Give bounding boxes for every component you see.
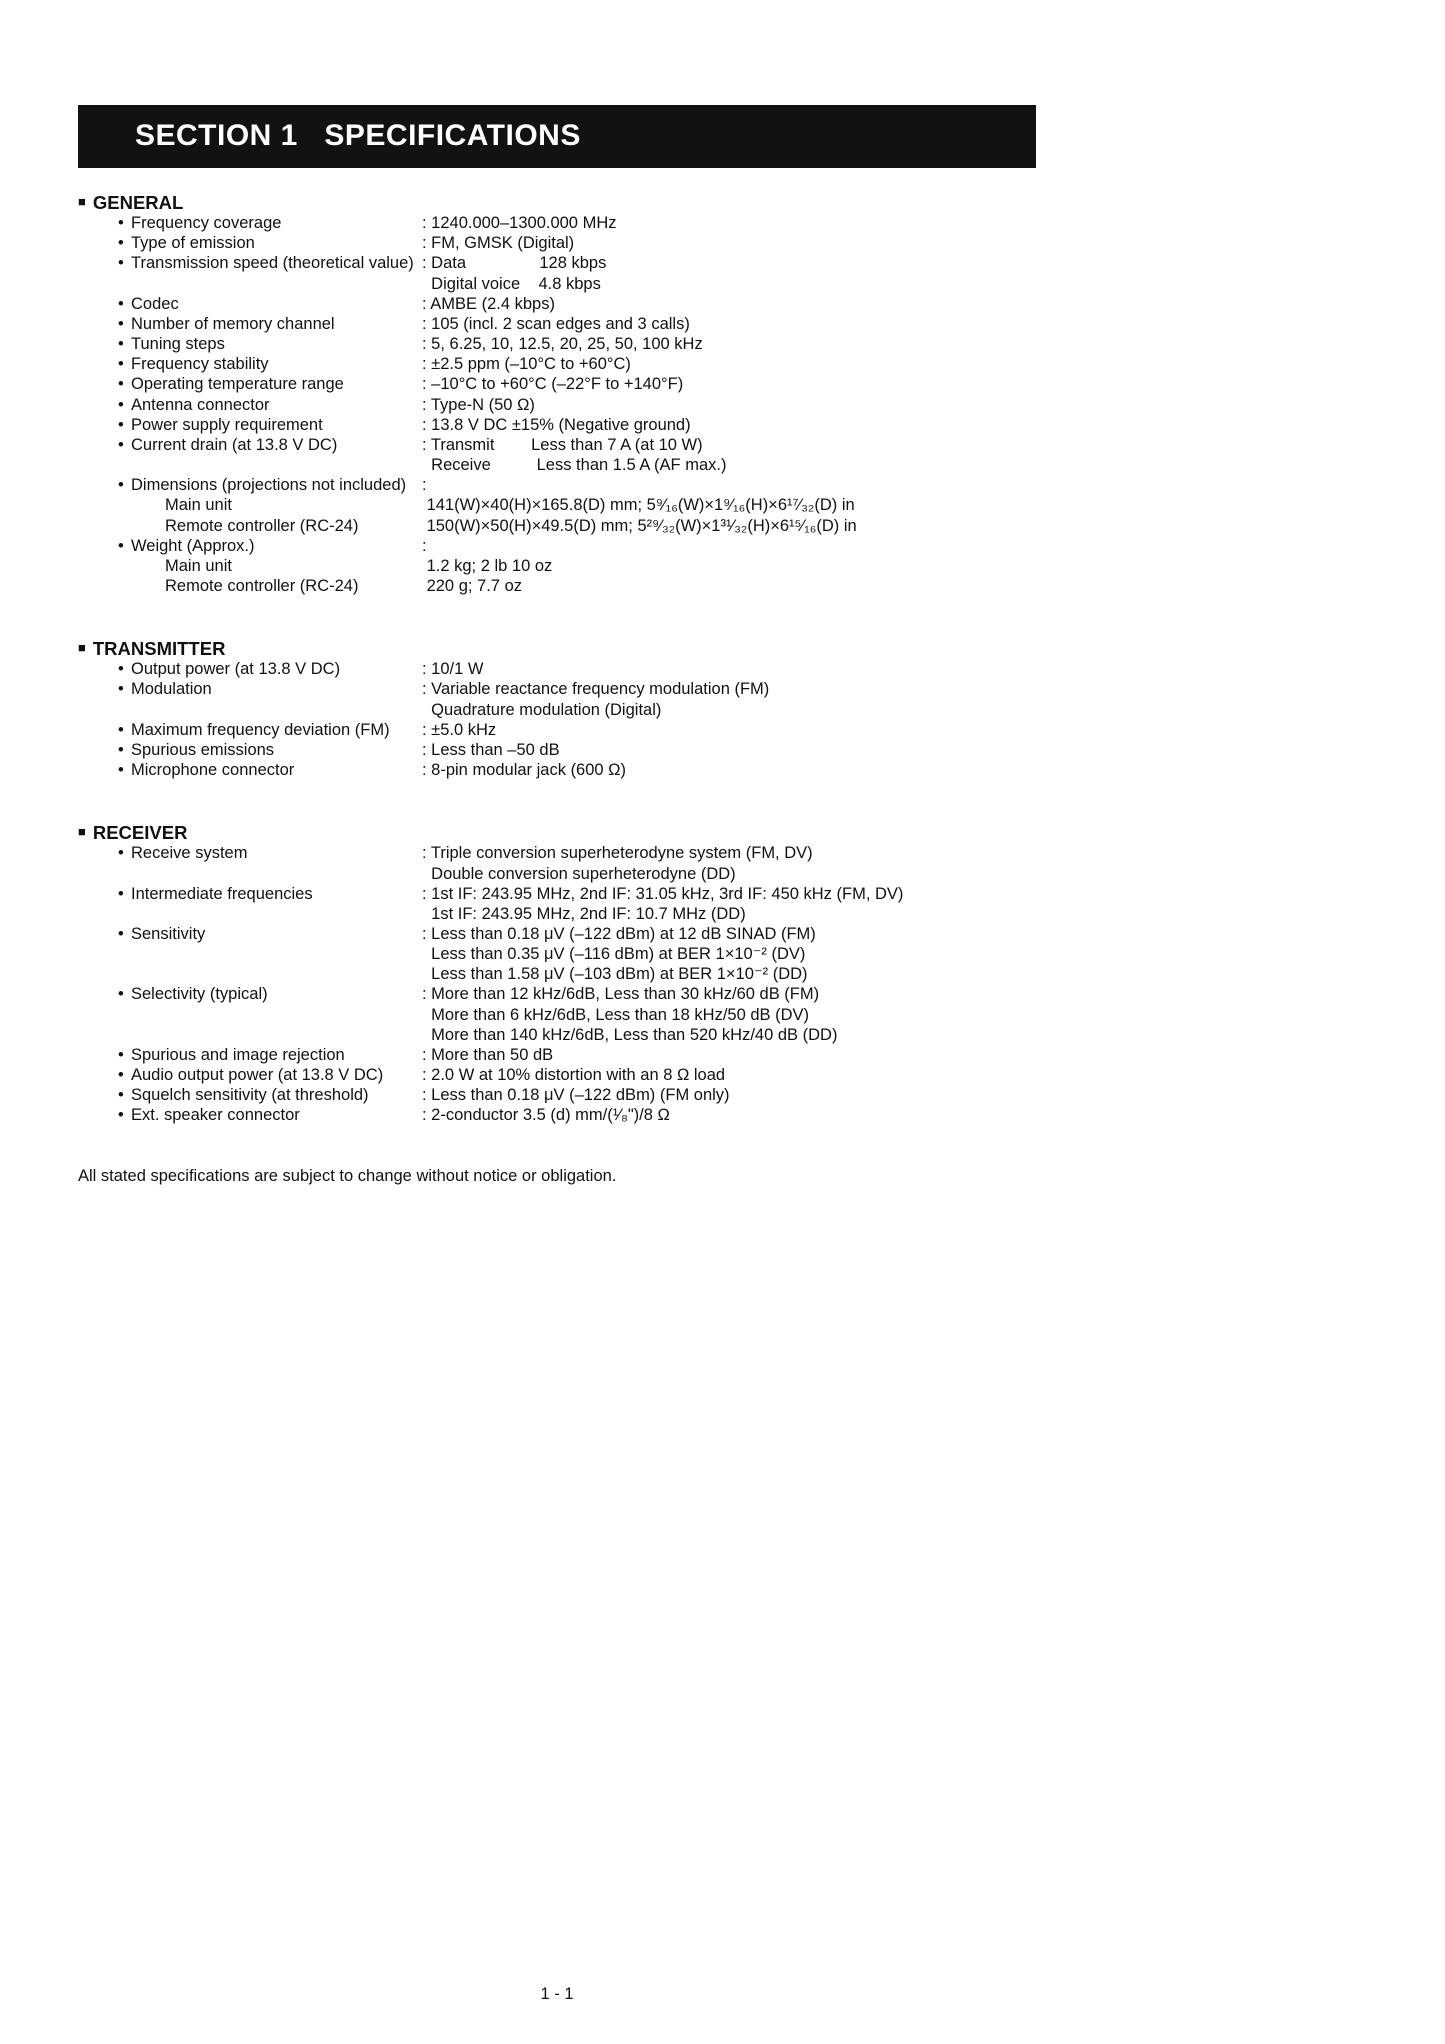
spec-value-line: : AMBE (2.4 kbps) <box>422 294 555 313</box>
spec-row <box>78 1045 1036 1065</box>
spec-sublabel: Main unit <box>165 556 232 575</box>
spec-value-line: : 105 (incl. 2 scan edges and 3 calls) <box>422 314 690 333</box>
section-marker-icon: ■ <box>78 194 86 209</box>
spec-row <box>78 760 1036 780</box>
spec-row <box>78 536 1036 556</box>
spec-row <box>78 720 1036 740</box>
bullet-icon: • <box>118 234 124 253</box>
spec-row <box>78 740 1036 760</box>
spec-subrow <box>78 495 1036 515</box>
spec-label: Frequency coverage <box>131 214 282 233</box>
spec-value-line: : More than 12 kHz/6dB, Less than 30 kHz/60 dB (FM) <box>422 985 820 1004</box>
bullet-icon: • <box>118 925 124 943</box>
spec-value-line: : ±5.0 kHz <box>422 720 497 739</box>
spec-label: Output power (at 13.8 V DC) <box>131 660 341 679</box>
spec-value <box>422 374 1036 394</box>
spec-value <box>422 1105 1036 1125</box>
spec-row <box>78 415 1036 435</box>
spec-value-line: : FM, GMSK (Digital) <box>422 234 575 253</box>
spec-value <box>422 740 1036 760</box>
section-heading <box>78 823 1036 843</box>
bullet-icon: • <box>118 1106 124 1125</box>
spec-value-line: : ±2.5 ppm (–10°C to +60°C) <box>422 355 631 374</box>
footnote: All stated specifications are subject to change without notice or obligation. <box>78 1166 617 1185</box>
sections-container <box>78 193 1036 1126</box>
bullet-icon: • <box>118 1066 124 1085</box>
spec-value-line: : Variable reactance frequency modulation (FM) <box>422 680 770 699</box>
spec-label: Number of memory channel <box>131 314 335 333</box>
spec-value <box>422 253 1036 293</box>
spec-value <box>422 213 1036 233</box>
section-heading-label: RECEIVER <box>92 822 188 844</box>
spec-value <box>422 760 1036 780</box>
spec-value-line: : <box>422 536 427 555</box>
spec-value <box>422 395 1036 415</box>
spec-label: Spurious and image rejection <box>131 1045 345 1064</box>
section-receiver <box>78 823 1036 1125</box>
spec-sublabel: Remote controller (RC-24) <box>165 516 359 535</box>
spec-value-line: : 10/1 W <box>422 660 484 679</box>
section-header-bar <box>78 105 1036 168</box>
spec-label: Modulation <box>131 680 212 699</box>
spec-value-line: Double conversion superheterodyne (DD) <box>422 864 736 883</box>
bullet-icon: • <box>118 395 124 414</box>
spec-value <box>422 1045 1036 1065</box>
spec-value <box>422 843 1036 883</box>
spec-value-line: : Data 128 kbps <box>422 254 607 273</box>
bullet-icon: • <box>118 536 124 555</box>
bullet-icon: • <box>118 761 124 780</box>
spec-label: Weight (Approx.) <box>131 536 255 555</box>
spec-label: Operating temperature range <box>131 375 344 394</box>
bullet-icon: • <box>118 1045 124 1064</box>
spec-value <box>422 720 1036 740</box>
spec-row <box>78 1065 1036 1085</box>
spec-label: Transmission speed (theoretical value) <box>131 254 414 273</box>
spec-subvalue: 141(W)×40(H)×165.8(D) mm; 5⁹⁄₁₆(W)×1⁹⁄₁₆(H)×6¹⁷⁄₃₂(D) in <box>422 496 855 515</box>
spec-row <box>78 984 1036 1044</box>
spec-value-line: : 8-pin modular jack (600 Ω) <box>422 761 627 780</box>
spec-value <box>422 536 1036 556</box>
spec-label: Microphone connector <box>131 761 295 780</box>
spec-label: Maximum frequency deviation (FM) <box>131 720 390 739</box>
spec-row <box>78 354 1036 374</box>
bullet-icon: • <box>118 314 124 333</box>
spec-value-line: Digital voice 4.8 kbps <box>422 274 601 293</box>
spec-row <box>78 253 1036 293</box>
spec-value-line: More than 6 kHz/6dB, Less than 18 kHz/50 dB (DV) <box>422 1005 810 1024</box>
spec-label: Antenna connector <box>131 395 270 414</box>
spec-row <box>78 659 1036 679</box>
spec-label: Power supply requirement <box>131 415 323 434</box>
section-marker-icon: ■ <box>78 640 86 656</box>
bullet-icon: • <box>118 294 124 313</box>
bullet-icon: • <box>118 435 124 454</box>
spec-row <box>78 314 1036 334</box>
spec-value-line: : Less than 0.18 μV (–122 dBm) at 12 dB SINAD (FM) <box>422 925 816 943</box>
spec-value-line: 1st IF: 243.95 MHz, 2nd IF: 10.7 MHz (DD) <box>422 904 746 923</box>
bullet-icon: • <box>118 844 124 863</box>
spec-value <box>422 354 1036 374</box>
spec-label: Dimensions (projections not included) <box>131 476 407 495</box>
spec-value-line: Receive Less than 1.5 A (AF max.) <box>422 456 727 475</box>
spec-value <box>422 1085 1036 1105</box>
bullet-icon: • <box>118 335 124 354</box>
spec-label: Spurious emissions <box>131 740 275 759</box>
spec-content <box>78 193 1036 1186</box>
spec-label: Receive system <box>131 844 248 863</box>
bullet-icon: • <box>118 680 124 699</box>
spec-row <box>78 884 1036 924</box>
spec-value-line: Quadrature modulation (Digital) <box>422 700 662 719</box>
spec-value-line: : Transmit Less than 7 A (at 10 W) <box>422 435 703 454</box>
bullet-icon: • <box>118 720 124 739</box>
bullet-icon: • <box>118 375 124 394</box>
spec-value-line: Less than 1.58 μV (–103 dBm) at BER 1×10⁻² (DD) <box>422 965 808 984</box>
spec-value-line: : –10°C to +60°C (–22°F to +140°F) <box>422 375 684 394</box>
bullet-icon: • <box>118 355 124 374</box>
spec-value <box>422 659 1036 679</box>
spec-subvalue: 220 g; 7.7 oz <box>422 576 522 595</box>
section-heading-label: TRANSMITTER <box>92 638 226 660</box>
page-number: 1 - 1 <box>540 1985 574 2003</box>
spec-label: Tuning steps <box>131 335 225 354</box>
section-heading-label: GENERAL <box>92 192 184 213</box>
spec-value <box>422 294 1036 314</box>
spec-row <box>78 1105 1036 1125</box>
spec-value-line: : 2-conductor 3.5 (d) mm/(¹⁄₈")/8 Ω <box>422 1106 670 1125</box>
spec-value <box>422 415 1036 435</box>
section-marker-icon: ■ <box>78 824 86 840</box>
spec-value-line: : Less than 0.18 μV (–122 dBm) (FM only) <box>422 1086 730 1105</box>
bullet-icon: • <box>118 415 124 434</box>
bullet-icon: • <box>118 1086 124 1105</box>
spec-subvalue: 150(W)×50(H)×49.5(D) mm; 5²⁹⁄₃₂(W)×1³¹⁄₃₂(H)×6¹⁵⁄₁₆(D) in <box>422 516 857 535</box>
spec-value <box>422 233 1036 253</box>
spec-row <box>78 679 1036 719</box>
spec-label: Selectivity (typical) <box>131 985 268 1004</box>
spec-value-line: : 13.8 V DC ±15% (Negative ground) <box>422 415 691 434</box>
bullet-icon: • <box>118 660 124 679</box>
section-general <box>78 193 1036 596</box>
spec-value-line: : 5, 6.25, 10, 12.5, 20, 25, 50, 100 kHz <box>422 335 703 354</box>
spec-value-line: : 2.0 W at 10% distortion with an 8 Ω load <box>422 1066 726 1085</box>
spec-label: Audio output power (at 13.8 V DC) <box>131 1066 384 1085</box>
spec-value-line: : 1240.000–1300.000 MHz <box>422 214 617 233</box>
spec-value-line: : 1st IF: 243.95 MHz, 2nd IF: 31.05 kHz, 3rd IF: 450 kHz (FM, DV) <box>422 884 904 903</box>
spec-row <box>78 843 1036 883</box>
spec-sublabel: Main unit <box>165 496 232 515</box>
spec-label: Sensitivity <box>131 925 206 943</box>
spec-value-line: : <box>422 476 427 495</box>
bullet-icon: • <box>118 254 124 273</box>
spec-subrow <box>78 556 1036 576</box>
spec-label: Squelch sensitivity (at threshold) <box>131 1086 369 1105</box>
bullet-icon: • <box>118 884 124 903</box>
spec-subvalue: 1.2 kg; 2 lb 10 oz <box>422 556 553 575</box>
spec-row <box>78 374 1036 394</box>
spec-value <box>422 435 1036 475</box>
spec-row <box>78 395 1036 415</box>
spec-value-line: : Less than –50 dB <box>422 740 560 759</box>
section-heading <box>78 639 1036 659</box>
spec-value <box>422 679 1036 719</box>
spec-value <box>422 334 1036 354</box>
spec-value <box>422 924 1036 984</box>
spec-value-line: : More than 50 dB <box>422 1045 554 1064</box>
spec-label: Ext. speaker connector <box>131 1106 300 1125</box>
bullet-icon: • <box>118 740 124 759</box>
spec-value <box>422 475 1036 495</box>
spec-value-line: : Type-N (50 Ω) <box>422 395 535 414</box>
spec-row <box>78 334 1036 354</box>
bullet-icon: • <box>118 214 124 233</box>
spec-label: Codec <box>131 294 179 313</box>
spec-subrow <box>78 516 1036 536</box>
spec-label: Type of emission <box>131 234 255 253</box>
spec-row <box>78 435 1036 475</box>
spec-label: Current drain (at 13.8 V DC) <box>131 435 338 454</box>
spec-row <box>78 233 1036 253</box>
spec-label: Intermediate frequencies <box>131 884 313 903</box>
spec-value <box>422 314 1036 334</box>
spec-sublabel: Remote controller (RC-24) <box>165 576 359 595</box>
spec-row <box>78 924 1036 984</box>
spec-row <box>78 294 1036 314</box>
bullet-icon: • <box>118 476 124 495</box>
spec-value-line: Less than 0.35 μV (–116 dBm) at BER 1×10⁻² (DV) <box>422 945 806 964</box>
spec-value <box>422 984 1036 1044</box>
section-heading <box>78 193 1036 213</box>
spec-row <box>78 1085 1036 1105</box>
spec-label: Frequency stability <box>131 355 269 374</box>
spec-row <box>78 213 1036 233</box>
spec-value <box>422 884 1036 924</box>
section-transmitter <box>78 639 1036 780</box>
spec-value <box>422 1065 1036 1085</box>
section-title: SECTION 1 SPECIFICATIONS <box>135 119 581 153</box>
bullet-icon: • <box>118 985 124 1004</box>
spec-subrow <box>78 576 1036 596</box>
spec-row <box>78 475 1036 495</box>
spec-value-line: More than 140 kHz/6dB, Less than 520 kHz/40 dB (DD) <box>422 1025 838 1044</box>
spec-value-line: : Triple conversion superheterodyne system (FM, DV) <box>422 844 813 863</box>
